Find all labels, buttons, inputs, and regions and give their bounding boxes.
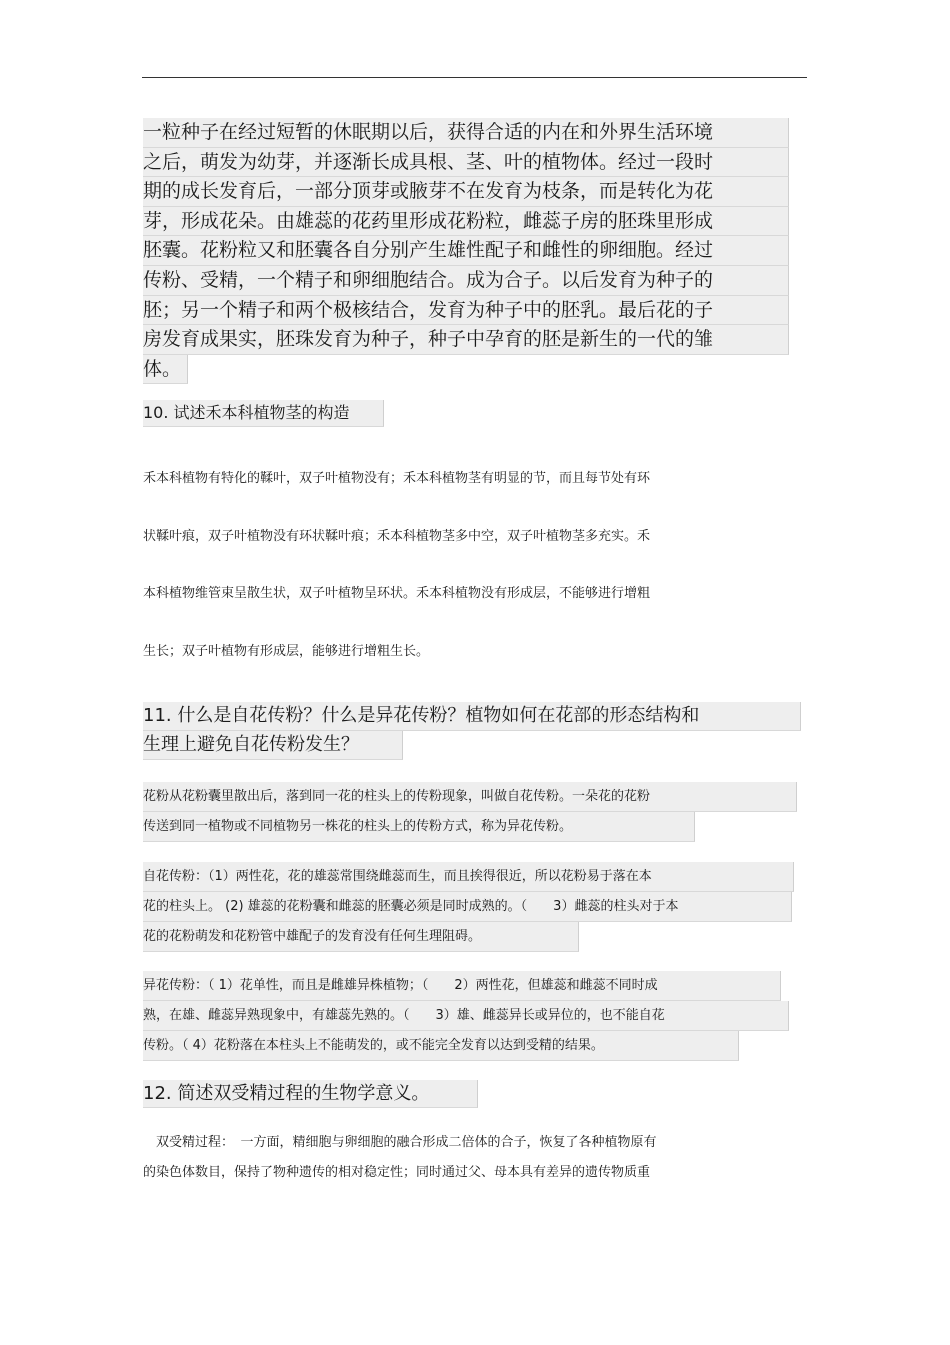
- answer-10-line: 本科植物维管束呈散生状，双子叶植物呈环状。禾本科植物没有形成层，不能够进行增粗: [143, 586, 651, 601]
- answer-11-line: 花的柱头上。 (2) 雄蕊的花粉囊和雌蕊的胚囊必须是同时成熟的。（ 3）雌蕊的柱头对于本: [143, 892, 792, 922]
- question-11-title-line: 11. 什么是自花传粉？什么是异花传粉？植物如何在花部的形态结构和: [143, 702, 801, 731]
- answer-11-self-pollination: [143, 862, 794, 952]
- answer-10-line: 禾本科植物有特化的鞣叶，双子叶植物没有；禾本科植物茎有明显的节，而且每节处有环: [143, 471, 651, 486]
- answer-11-line: 传粉。（ 4）花粉落在本柱头上不能萌发的，或不能完全发育以达到受精的结果。: [143, 1031, 739, 1061]
- answer-12-line: 的染色体数目，保持了物种遗传的相对稳定性；同时通过父、母本具有差异的遗传物质重: [143, 1165, 651, 1180]
- intro-line: 之后，萌发为幼芽，并逐渐长成具根、茎、叶的植物体。经过一段时: [143, 148, 789, 178]
- intro-line: 传粉、受精，一个精子和卵细胞结合。成为合子。以后发育为种子的: [143, 266, 789, 296]
- answer-10-line: 生长；双子叶植物有形成层，能够进行增粗生长。: [143, 643, 430, 659]
- question-11: [143, 702, 801, 760]
- intro-paragraph: [143, 118, 789, 384]
- answer-11-line: 花粉从花粉囊里散出后，落到同一花的柱头上的传粉现象，叫做自花传粉。一朵花的花粉: [143, 782, 797, 812]
- answer-11-cross-pollination: [143, 971, 789, 1061]
- intro-line: 胚囊。花粉粒又和胚囊各自分别产生雄性配子和雌性的卵细胞。经过: [143, 236, 789, 266]
- answer-11-line: 自花传粉：（1）两性花，花的雄蕊常围绕雌蕊而生，而且挨得很近，所以花粉易于落在本: [143, 862, 794, 892]
- answer-11-definition: [143, 782, 797, 842]
- answer-10: [143, 468, 650, 698]
- intro-line: 一粒种子在经过短暂的休眠期以后，获得合适的内在和外界生活环境: [143, 118, 789, 148]
- intro-line: 胚；另一个精子和两个极核结合，发育为种子中的胚乳。最后花的子: [143, 296, 789, 326]
- question-10: [143, 400, 384, 427]
- answer-11-line: 花的花粉萌发和花粉管中雄配子的发育没有任何生理阻碍。: [143, 922, 579, 952]
- intro-line: 房发育成果实，胚珠发育为种子，种子中孕育的胚是新生的一代的雏: [143, 325, 789, 355]
- question-10-title: 10. 试述禾本科植物茎的构造: [143, 400, 384, 427]
- answer-11-line: 传送到同一植物或不同植物另一株花的柱头上的传粉方式，称为异花传粉。: [143, 812, 695, 842]
- answer-11-line: 异花传粉：（ 1）花单性，而且是雌雄异株植物；（ 2）两性花，但雄蕊和雌蕊不同时成: [143, 971, 781, 1001]
- intro-line: 期的成长发育后，一部分顶芽或腋芽不在发育为枝条，而是转化为花: [143, 177, 789, 207]
- answer-10-line: 状鞣叶痕，双子叶植物没有环状鞣叶痕；禾本科植物茎多中空，双子叶植物茎多充实。禾: [143, 528, 651, 544]
- question-12: [143, 1080, 478, 1108]
- question-12-title: 12. 简述双受精过程的生物学意义。: [143, 1080, 478, 1108]
- answer-12: [143, 1130, 657, 1190]
- intro-line: 芽，形成花朵。由雄蕊的花药里形成花粉粒，雌蕊子房的胚珠里形成: [143, 207, 789, 237]
- question-11-title-line: 生理上避免自花传粉发生？: [143, 731, 403, 760]
- header-rule: [142, 77, 807, 78]
- intro-line: 体。: [143, 355, 188, 385]
- answer-12-line: 双受精过程： 一方面，精细胞与卵细胞的融合形成二倍体的合子，恢复了各种植物原有: [143, 1135, 657, 1150]
- answer-11-line: 熟，在雄、雌蕊异熟现象中，有雄蕊先熟的。（ 3）雄、雌蕊异长或异位的，也不能自花: [143, 1001, 789, 1031]
